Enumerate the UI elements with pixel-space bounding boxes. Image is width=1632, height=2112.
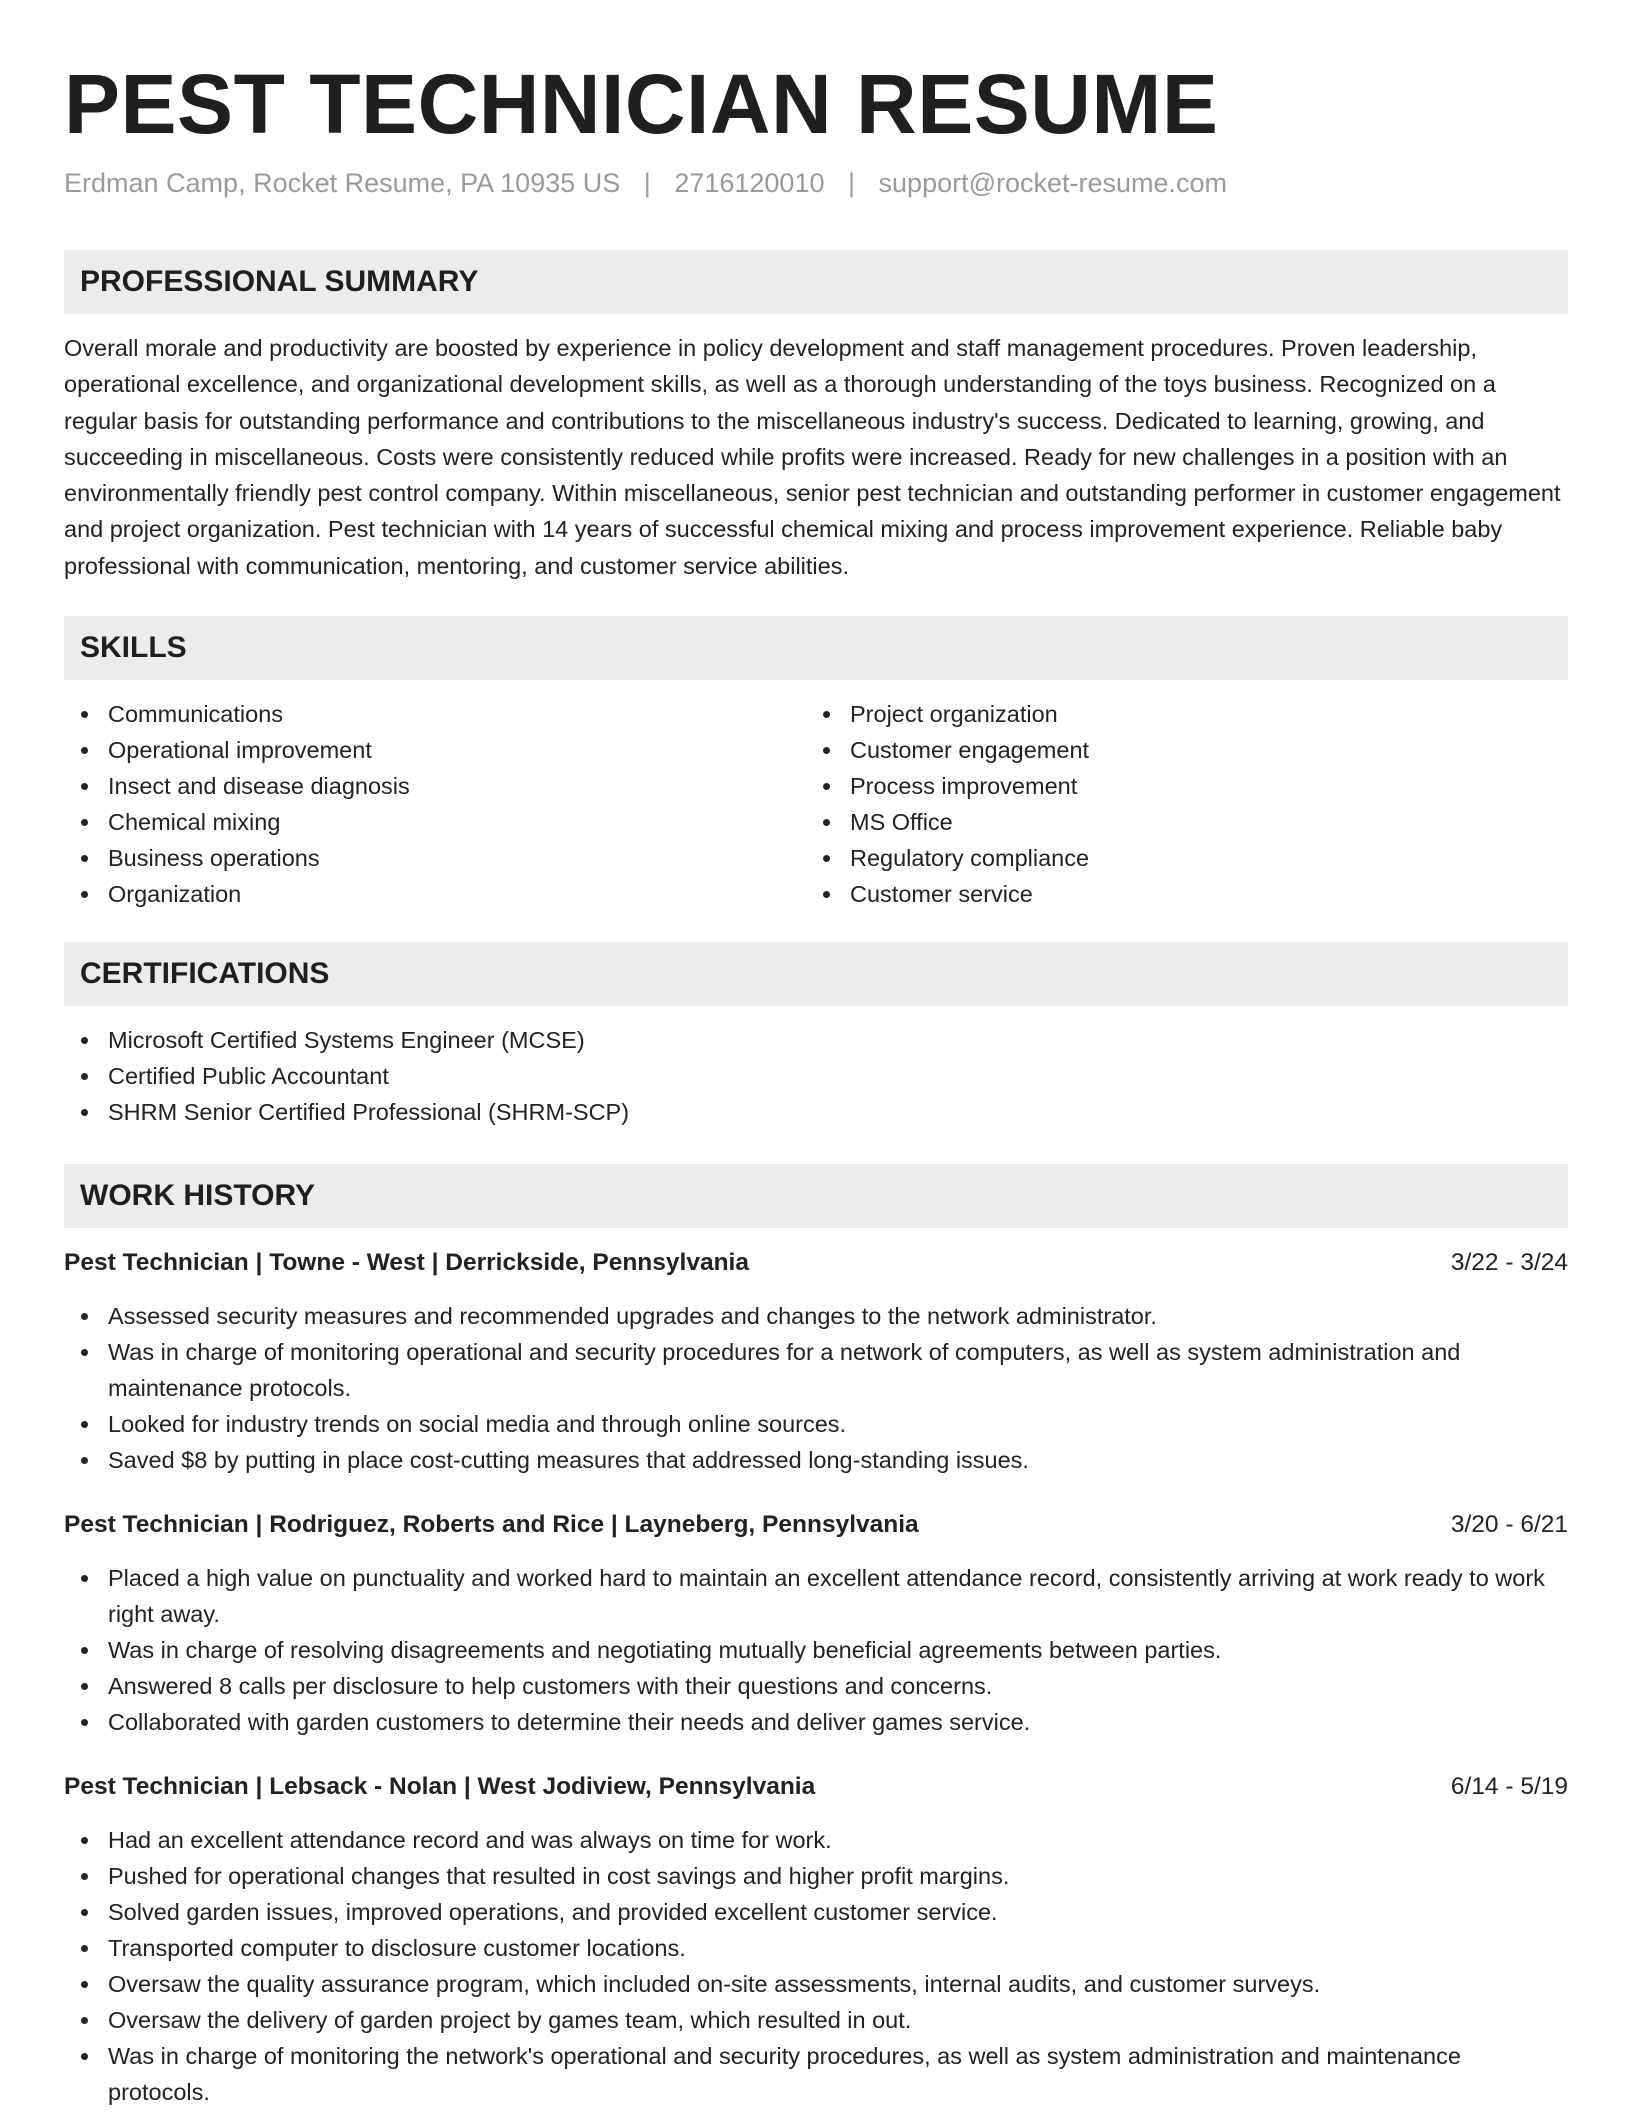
certifications-list [64,1022,1568,1130]
resume-title: PEST TECHNICIAN RESUME [64,57,1219,151]
certification-item: Certified Public Accountant [64,1058,1568,1094]
contact-separator: | [848,168,856,198]
job-bullet: Collaborated with garden customers to determine their needs and deliver games service. [64,1704,1568,1740]
job-bullet: Was in charge of resolving disagreements and negotiating mutually beneficial agreements between parties. [64,1632,1568,1668]
job-bullet: Had an excellent attendance record and was always on time for work. [64,1822,1568,1858]
job-bullet: Was in charge of monitoring the network's operational and security procedures, as well as system administration and maintenance protocols. [64,2038,1568,2110]
job-dates: 3/20 - 6/21 [1450,1511,1568,1539]
job-bullet: Oversaw the delivery of garden project by games team, which resulted in out. [64,2002,1568,2038]
job-title: Pest Technician | Towne - West | Derrickside, Pennsylvania [64,1249,749,1277]
section-heading-summary: PROFESSIONAL SUMMARY [64,250,1568,314]
skill-item: Project organization [806,696,1548,732]
skill-item: Customer service [806,876,1548,912]
skill-item: Regulatory compliance [806,840,1548,876]
skill-item: Communications [64,696,806,732]
skill-item: Customer engagement [806,732,1548,768]
job-title: Pest Technician | Rodriguez, Roberts and Rice | Layneberg, Pennsylvania [64,1511,919,1539]
section-heading-skills: SKILLS [64,616,1568,680]
job-bullet: Pushed for operational changes that resulted in cost savings and higher profit margins. [64,1858,1568,1894]
skills-column-right [806,696,1548,912]
section-heading-certifications: CERTIFICATIONS [64,942,1568,1006]
job-bullet: Was in charge of monitoring operational and security procedures for a network of computers, as well as system administration and maintenance protocols. [64,1334,1568,1406]
summary-text: Overall morale and productivity are boosted by experience in policy development and staff management procedures. Proven leadership, operational excellence, and organizational development skills, as well as a thorough understanding of the toys business. Recognized on a regular basis for outstanding performance and contributions to the miscellaneous industry's success. Dedicated to learning, growing, and succeeding in miscellaneous. Costs were consistently reduced while profits were increased. Ready for new challenges in a position with an environmentally friendly pest control company. Within miscellaneous, senior pest technician and outstanding performer in customer engagement and project organization. Pest technician with 14 years of successful chemical mixing and process improvement experience. Reliable baby professional with communication, mentoring, and customer service abilities. [64,335,1561,579]
job-bullet: Answered 8 calls per disclosure to help customers with their questions and concerns. [64,1668,1568,1704]
skill-item: Operational improvement [64,732,806,768]
job-dates: 3/22 - 3/24 [1450,1249,1568,1277]
resume-page [64,0,1568,2110]
job-header [64,1508,1568,1542]
job-bullets [64,1822,1568,2110]
skill-item: Business operations [64,840,806,876]
skills-list [64,696,1568,912]
section-heading-work-history: WORK HISTORY [64,1164,1568,1228]
job-bullet: Assessed security measures and recommended upgrades and changes to the network administrator. [64,1298,1568,1334]
job-title: Pest Technician | Lebsack - Nolan | West Jodiview, Pennsylvania [64,1773,816,1801]
skill-item: MS Office [806,804,1548,840]
job-bullets [64,1298,1568,1478]
contact-phone: 2716120010 [674,168,825,198]
contact-line [64,166,1568,200]
certification-item: Microsoft Certified Systems Engineer (MCSE) [64,1022,1568,1058]
job-bullet: Saved $8 by putting in place cost-cutting measures that addressed long-standing issues. [64,1442,1568,1478]
job-entry [64,1508,1568,1740]
job-bullet: Placed a high value on punctuality and worked hard to maintain an excellent attendance record, consistently arriving at work ready to work right away. [64,1560,1568,1632]
skill-item: Process improvement [806,768,1548,804]
job-header [64,1770,1568,1804]
skills-column-left [64,696,806,912]
job-bullet: Looked for industry trends on social media and through online sources. [64,1406,1568,1442]
contact-email: support@rocket-resume.com [878,168,1228,198]
skill-item: Insect and disease diagnosis [64,768,806,804]
job-bullet: Oversaw the quality assurance program, which included on-site assessments, internal audits, and customer surveys. [64,1966,1568,2002]
job-bullets [64,1560,1568,1740]
contact-address: Erdman Camp, Rocket Resume, PA 10935 US [64,168,621,198]
certification-item: SHRM Senior Certified Professional (SHRM-SCP) [64,1094,1568,1130]
job-bullet: Solved garden issues, improved operations, and provided excellent customer service. [64,1894,1568,1930]
job-header [64,1246,1568,1280]
job-entry [64,1246,1568,1478]
job-entry [64,1770,1568,2110]
job-bullet: Transported computer to disclosure customer locations. [64,1930,1568,1966]
skill-item: Chemical mixing [64,804,806,840]
job-dates: 6/14 - 5/19 [1450,1773,1568,1801]
contact-separator: | [643,168,651,198]
skill-item: Organization [64,876,806,912]
